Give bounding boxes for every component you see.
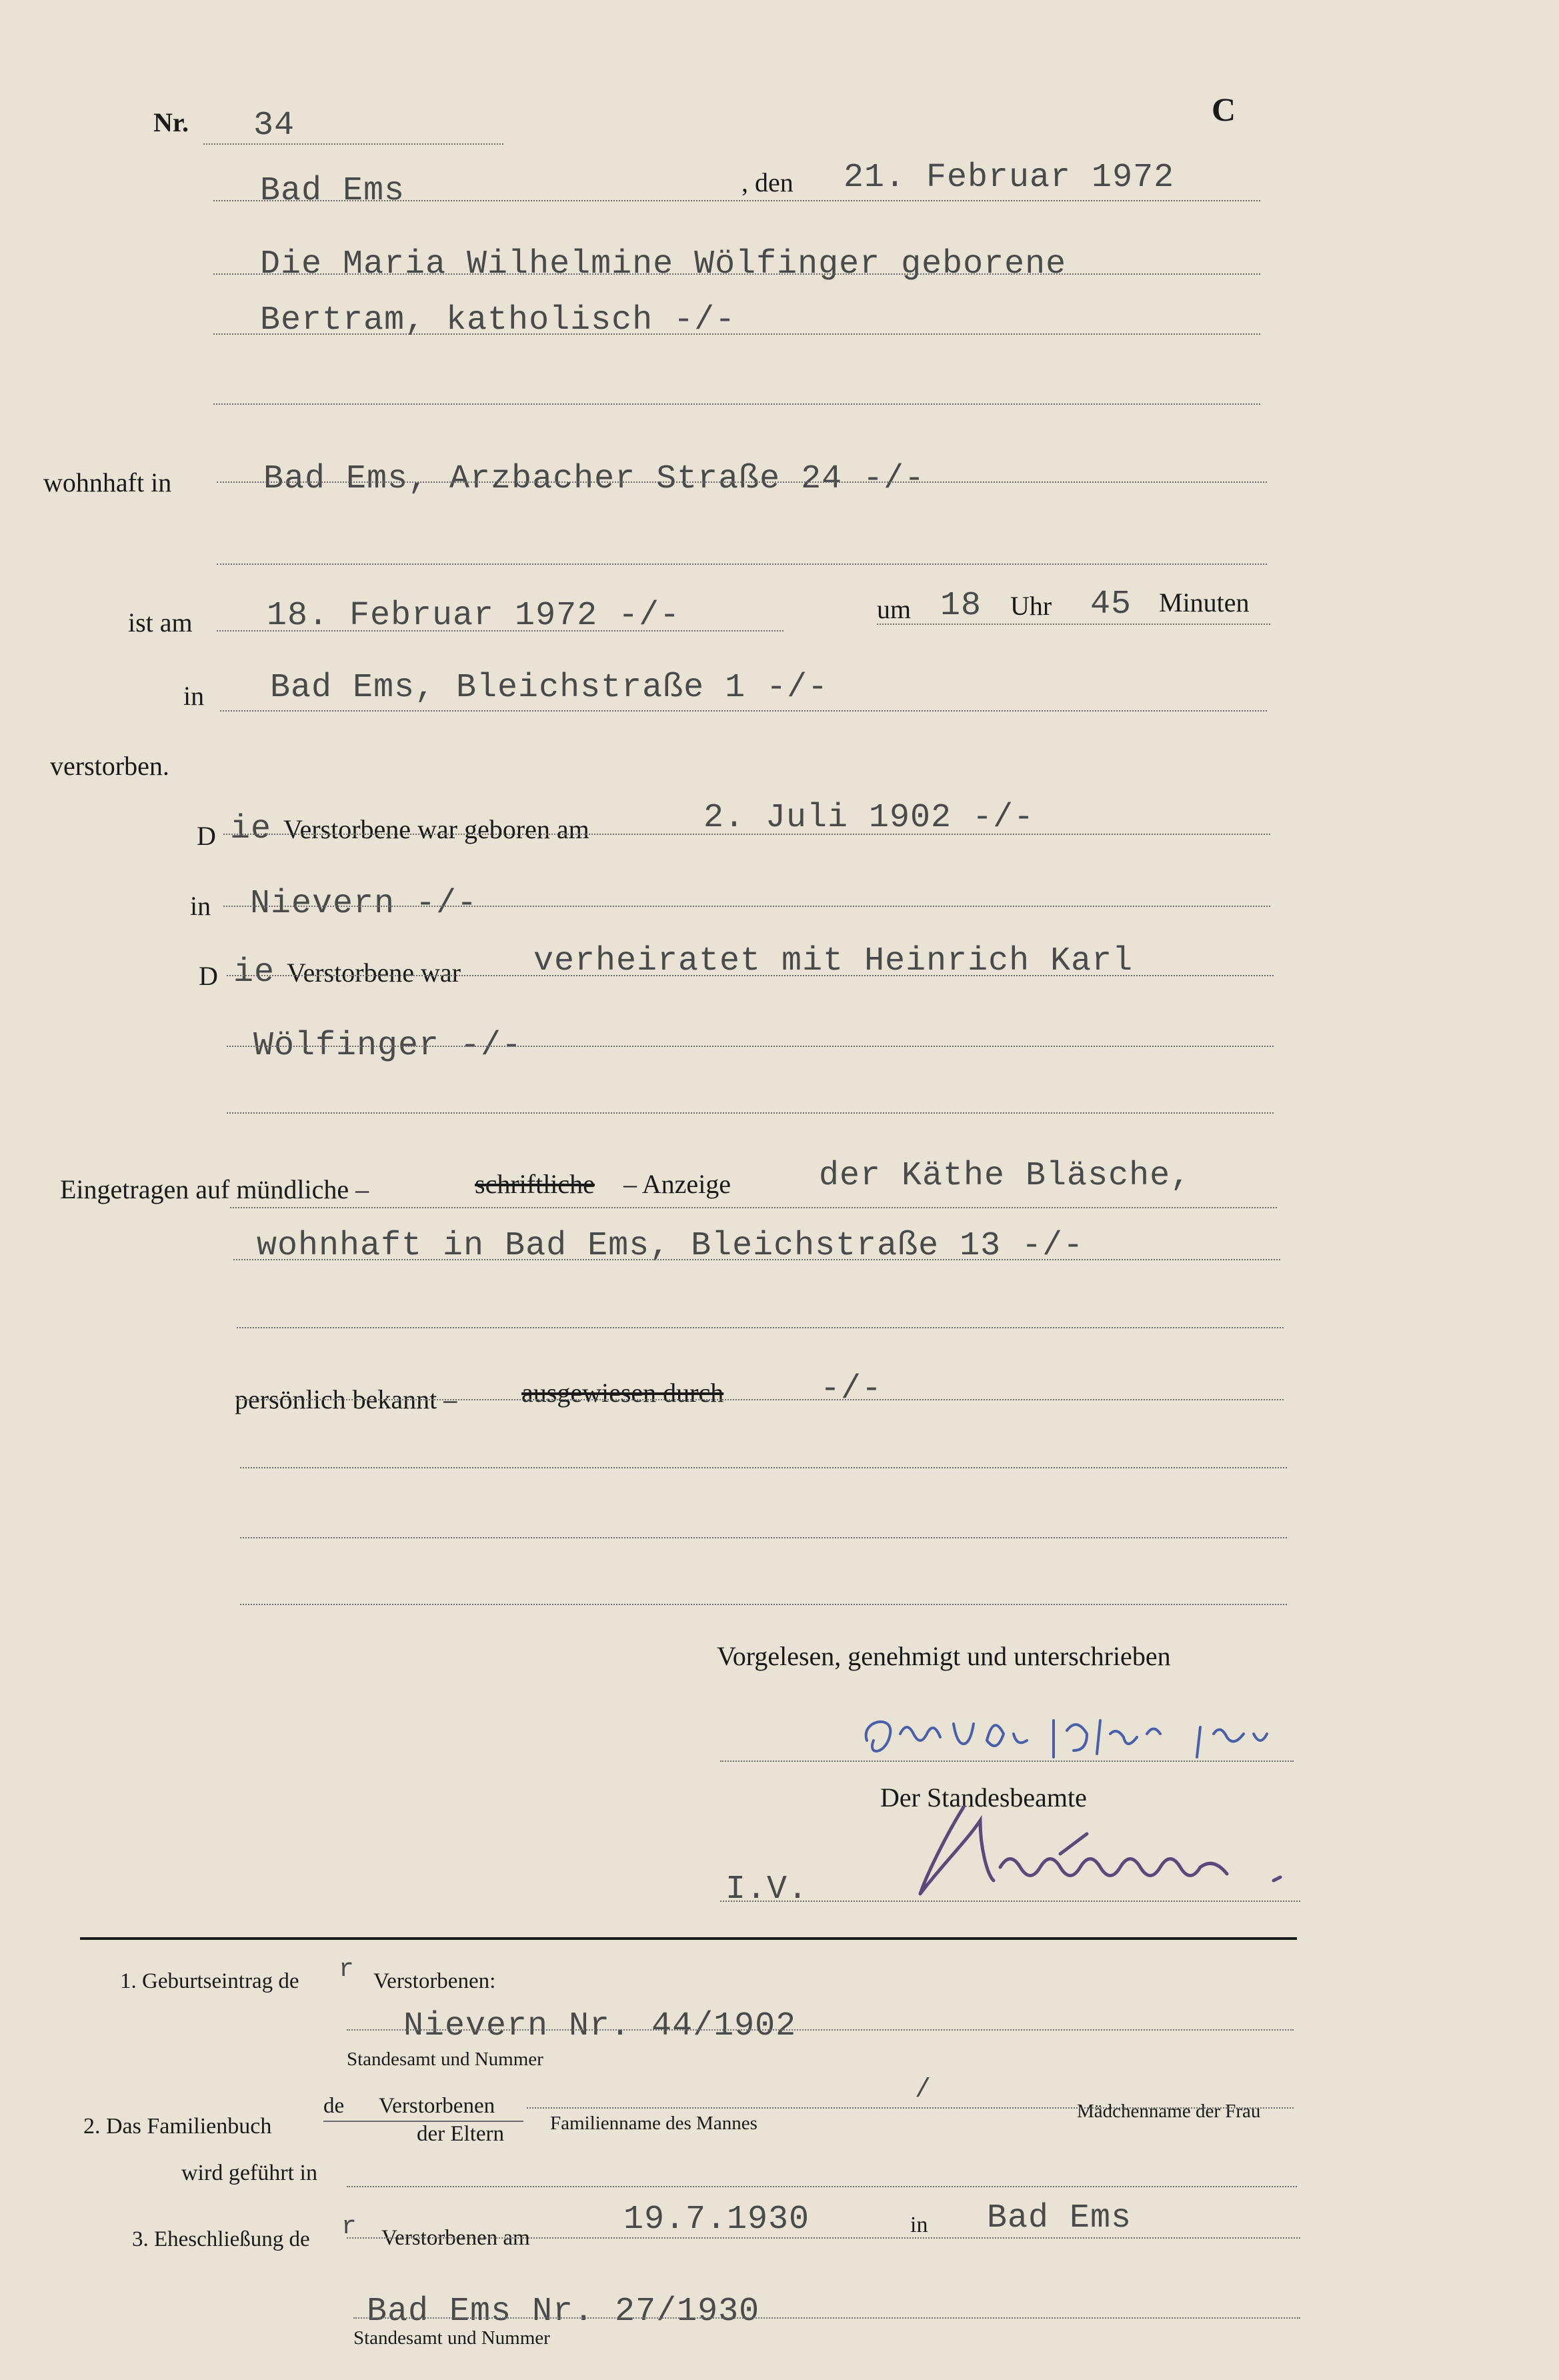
registration-line2: wohnhaft in Bad Ems, Bleichstraße 13 -/- (257, 1227, 1084, 1265)
note2-wird: wird geführt in (181, 2161, 317, 2185)
note3-rule-1 (347, 2237, 1300, 2239)
birth-place: Nievern -/- (250, 885, 478, 923)
note3-sup: r (341, 2213, 357, 2241)
vorgelesen-text: Vorgelesen, genehmigt und unterschrieben (717, 1641, 1171, 1671)
note2-verstorbenen: Verstorbenen (379, 2094, 495, 2118)
note2-eltern: der Eltern (417, 2122, 505, 2146)
birth-ie: ie (230, 810, 272, 848)
blank-rule-2 (240, 1537, 1287, 1538)
note1-rule (347, 2029, 1294, 2031)
known-label: persönlich bekannt – (235, 1384, 457, 1414)
nr-label: Nr. (153, 107, 189, 137)
um-label: um (877, 594, 912, 624)
signature-rule-2 (720, 1901, 1300, 1902)
note2-rule-1 (527, 2107, 1294, 2109)
divider-line (80, 1937, 1297, 1940)
date-rule (213, 200, 1260, 201)
blank-rule-1 (240, 1467, 1287, 1468)
registration-label-prefix: Eingetragen auf mündliche – (60, 1174, 369, 1204)
signature-rule-1 (720, 1760, 1294, 1762)
death-minutes: 45 (1090, 585, 1132, 624)
verstorben-label: verstorben. (50, 751, 169, 781)
person-rule-2 (213, 333, 1260, 335)
known-struck: ausgewiesen durch (521, 1378, 724, 1408)
iv-text: I.V. (725, 1871, 809, 1909)
ist-am-label: ist am (128, 608, 193, 638)
birth-place-rule (223, 906, 1270, 907)
note2-slash: / (915, 2075, 932, 2105)
note3-in: in (910, 2213, 928, 2237)
register-letter: C (1212, 91, 1236, 128)
uhr-label: Uhr (1010, 591, 1052, 621)
den-label: , den (741, 167, 794, 197)
note1-caption: Standesamt und Nummer (347, 2049, 543, 2070)
note3-place: Bad Ems (987, 2199, 1132, 2237)
registration-rule-2 (233, 1259, 1280, 1260)
marital-line1: verheiratet mit Heinrich Karl (533, 942, 1134, 980)
note2-de: de (323, 2094, 345, 2118)
marital-rule-2 (227, 1046, 1274, 1047)
note1-sup: r (339, 1955, 355, 1984)
registration-line1: der Käthe Bläsche, (819, 1157, 1192, 1195)
note2-rule-2 (347, 2186, 1297, 2187)
note2-mannes: Familienname des Mannes (550, 2113, 757, 2134)
marital-ie: ie (233, 954, 275, 992)
marital-rule-1 (227, 975, 1274, 976)
registration-label-suffix: – Anzeige (623, 1169, 731, 1199)
death-in-label: in (183, 681, 205, 711)
registration-rule-3 (237, 1327, 1284, 1328)
death-date: 18. Februar 1972 -/- (267, 597, 681, 635)
note1-label: 1. Geburtseintrag de (120, 1969, 299, 1993)
nr-rule (203, 143, 503, 145)
blank-rule-3 (240, 1604, 1287, 1605)
known-value: -/- (820, 1370, 883, 1408)
note3-value: Bad Ems Nr. 27/1930 (367, 2293, 760, 2331)
death-hour: 18 (940, 587, 982, 625)
death-place: Bad Ems, Bleichstraße 1 -/- (270, 669, 829, 707)
registration-struck-word: schriftliche (475, 1169, 595, 1199)
note3-caption: Standesamt und Nummer (353, 2327, 550, 2349)
residence-rule-2 (217, 563, 1267, 565)
nr-value: 34 (253, 107, 295, 145)
residence-rule-1 (217, 481, 1267, 483)
note1-value: Nievern Nr. 44/1902 (403, 2007, 797, 2045)
birth-d-label: D (197, 821, 216, 851)
note3-suffix: Verstorbenen am (381, 2226, 530, 2250)
death-place-rule (220, 710, 1267, 712)
person-line1: Die Maria Wilhelmine Wölfinger geborene (260, 245, 1067, 283)
person-rule-1 (213, 273, 1260, 275)
birth-date: 2. Juli 1902 -/- (703, 799, 1035, 837)
birth-label: Verstorbene war geboren am (283, 814, 589, 844)
marital-line2: Wölfinger -/- (253, 1027, 523, 1065)
birth-date-rule (223, 834, 1270, 835)
residence-label: wohnhaft in (43, 467, 172, 497)
death-date-rule (217, 630, 784, 632)
person-rule-3 (213, 403, 1260, 405)
standesbeamte-label: Der Standesbeamte (880, 1782, 1087, 1813)
note2-frau: Mädchenname der Frau (1077, 2101, 1261, 2122)
marital-label: Verstorbene war (287, 958, 461, 988)
note3-date: 19.7.1930 (623, 2201, 810, 2239)
note3-rule-2 (353, 2317, 1300, 2319)
birth-in-label: in (190, 891, 211, 921)
known-rule (237, 1399, 1284, 1400)
marital-rule-3 (227, 1112, 1274, 1114)
person-line2: Bertram, katholisch -/- (260, 301, 736, 339)
informant-signature (854, 1694, 1307, 1767)
time-rule (877, 624, 1270, 625)
marital-d-label: D (199, 961, 218, 991)
registration-rule-1 (230, 1207, 1277, 1208)
residence-value: Bad Ems, Arzbacher Straße 24 -/- (263, 460, 926, 498)
date-value: 21. Februar 1972 (844, 159, 1175, 197)
note1-suffix: Verstorbenen: (373, 1969, 496, 1993)
note2-label: 2. Das Familienbuch (83, 2114, 272, 2139)
registrar-signature (900, 1794, 1300, 1907)
note3-label: 3. Eheschließung de (132, 2227, 310, 2251)
minuten-label: Minuten (1159, 587, 1250, 618)
place-value: Bad Ems (260, 172, 405, 210)
